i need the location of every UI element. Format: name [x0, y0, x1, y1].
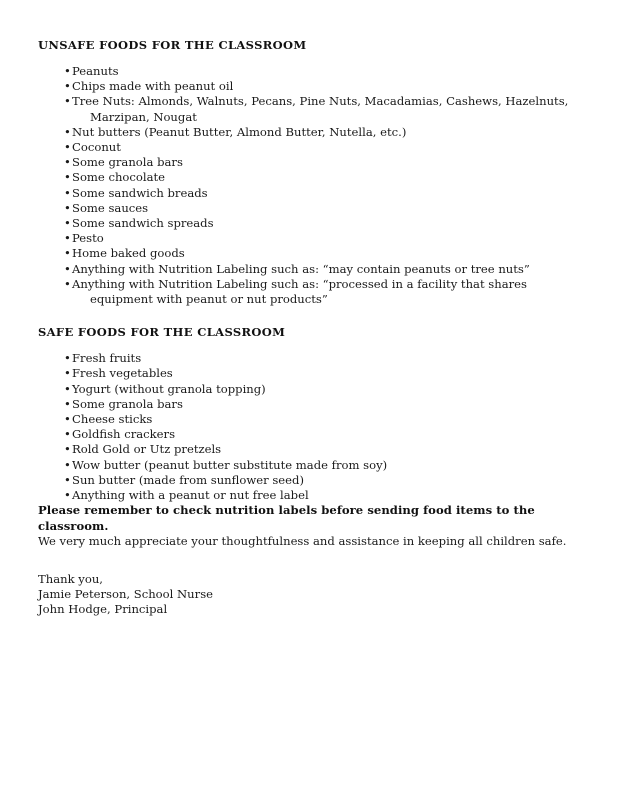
bullet-icon: • [64, 185, 71, 200]
list-item [38, 231, 578, 246]
list-item-label: Some granola bars [72, 396, 183, 411]
bullet-icon: • [64, 442, 71, 457]
list-item-label: Fresh fruits [72, 351, 142, 366]
list-item-label: Anything with Nutrition Labeling such as: “processed in a facility that shares equipment with peanut or nut products” [72, 276, 527, 307]
list-item [38, 488, 578, 503]
signature-spacer [38, 550, 578, 572]
list-item-label: Rold Gold or Utz pretzels [72, 442, 222, 457]
list-item-label: Tree Nuts: Almonds, Walnuts, Pecans, Pine Nuts, Macadamias, Cashews, Hazelnuts, Marzipan, Nougat [72, 94, 569, 124]
signature-nurse: Jamie Peterson, School Nurse [38, 586, 213, 601]
list-item [38, 366, 578, 381]
list-item-label: Anything with a peanut or nut free label [72, 488, 309, 503]
bullet-icon: • [64, 261, 71, 276]
list-item [38, 246, 578, 261]
list-item-label: Goldfish crackers [72, 427, 176, 442]
list-item-label: Some sandwich breads [72, 185, 208, 200]
list-item-label: Yogurt (without granola topping) [72, 381, 266, 396]
list-item-label: Sun butter (made from sunflower seed) [72, 472, 304, 487]
signature-salutation: Thank you, [38, 571, 103, 586]
list-item [38, 458, 578, 473]
list-item [38, 397, 578, 412]
list-item [38, 351, 578, 366]
safe-foods-list [38, 351, 578, 503]
list-item [38, 186, 578, 201]
appreciation-line: We very much appreciate your thoughtfulness and assistance in keeping all children safe. [38, 534, 567, 549]
bullet-icon: • [64, 231, 71, 246]
list-item-label: Peanuts [72, 64, 119, 78]
bullet-icon: • [64, 140, 71, 155]
bullet-icon: • [64, 366, 71, 381]
list-item [38, 155, 578, 170]
list-item [38, 201, 578, 216]
safe-foods-heading: SAFE FOODS FOR THE CLASSROOM [38, 325, 286, 340]
bullet-icon: • [64, 396, 71, 411]
list-item [38, 473, 578, 488]
list-item [38, 262, 578, 277]
bullet-icon: • [64, 216, 71, 231]
bullet-icon: • [64, 155, 71, 170]
list-item [38, 170, 578, 185]
list-item-label: Home baked goods [72, 246, 185, 261]
list-item [38, 412, 578, 427]
list-item-label: Anything with Nutrition Labeling such as: “may contain peanuts or tree nuts” [72, 261, 530, 276]
list-item-label: Some granola bars [72, 155, 183, 170]
check-labels-reminder: Please remember to check nutrition labels before sending food items to the classroom. [38, 503, 535, 533]
bullet-icon: • [64, 94, 71, 109]
list-item-label: Some chocolate [72, 170, 166, 185]
bullet-icon: • [64, 124, 71, 139]
bullet-icon: • [64, 246, 71, 261]
list-item [38, 140, 578, 155]
list-item [38, 442, 578, 457]
list-item-label: Cheese sticks [72, 412, 153, 427]
bullet-icon: • [64, 170, 71, 185]
document-body [38, 38, 578, 618]
bullet-icon: • [64, 79, 71, 94]
list-item-label: Chips made with peanut oil [72, 79, 234, 94]
list-item-label: Coconut [72, 140, 121, 155]
signature-principal: John Hodge, Principal [38, 602, 168, 617]
list-item-label: Wow butter (peanut butter substitute made from soy) [72, 457, 388, 472]
heading-spacer [38, 52, 578, 64]
bullet-icon: • [64, 488, 71, 503]
list-item [38, 216, 578, 231]
list-item [38, 79, 578, 94]
bullet-icon: • [64, 64, 71, 78]
unsafe-foods-heading: UNSAFE FOODS FOR THE CLASSROOM [38, 38, 307, 52]
list-item [38, 94, 578, 124]
section-spacer [38, 307, 578, 325]
bullet-icon: • [64, 351, 71, 366]
list-item-label: Some sauces [72, 200, 149, 215]
list-item-label: Pesto [72, 231, 104, 246]
bullet-icon: • [64, 412, 71, 427]
list-item [38, 64, 578, 79]
bullet-icon: • [64, 381, 71, 396]
unsafe-foods-list [38, 64, 578, 307]
list-item [38, 382, 578, 397]
list-item-label: Fresh vegetables [72, 366, 173, 381]
bullet-icon: • [64, 457, 71, 472]
heading-spacer [38, 339, 578, 351]
bullet-icon: • [64, 200, 71, 215]
bullet-icon: • [64, 276, 71, 291]
list-item [38, 125, 578, 140]
list-item [38, 427, 578, 442]
list-item-label: Some sandwich spreads [72, 216, 214, 231]
list-item [38, 277, 578, 307]
bullet-icon: • [64, 427, 71, 442]
bullet-icon: • [64, 472, 71, 487]
list-item-label: Nut butters (Peanut Butter, Almond Butter, Nutella, etc.) [72, 124, 407, 139]
